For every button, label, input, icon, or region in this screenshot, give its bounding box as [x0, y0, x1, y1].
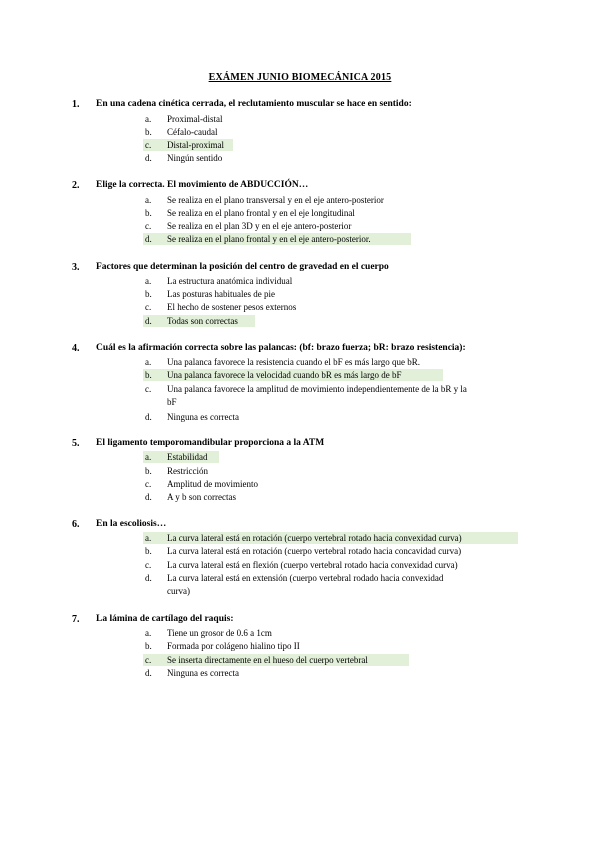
- option-letter: b.: [145, 641, 152, 651]
- question-number: 2.: [72, 180, 80, 191]
- question-number: 3.: [72, 262, 80, 273]
- option-text: Ningún sentido: [167, 153, 223, 163]
- option-1c-correct: [0, 140, 600, 153]
- question-number: 4.: [72, 343, 80, 354]
- option-text: Las posturas habituales de pie: [167, 289, 275, 299]
- option-letter: b.: [145, 370, 152, 380]
- option-letter: b.: [145, 546, 152, 556]
- option-letter: d.: [145, 412, 152, 422]
- question-number: 6.: [72, 519, 80, 530]
- question-number: 7.: [72, 614, 80, 625]
- option-text: Formada por colágeno hialino tipo II: [167, 641, 300, 651]
- option-letter: d.: [145, 153, 152, 163]
- option-letter: a.: [145, 533, 152, 543]
- option-5a-correct: [0, 452, 600, 465]
- option-text: Ninguna es correcta: [167, 668, 239, 678]
- option-2a: [0, 195, 600, 208]
- question-text: El ligamento temporomandibular proporciona a la ATM: [96, 438, 325, 448]
- option-text: Una palanca favorece la amplitud de movimiento independientemente de la bR y la: [167, 384, 467, 394]
- option-letter: c.: [145, 221, 152, 231]
- option-2d-correct: [0, 234, 600, 247]
- option-letter: b.: [145, 127, 152, 137]
- option-7b: [0, 641, 600, 654]
- option-6c: [0, 560, 600, 573]
- page-title: EXÁMEN JUNIO BIOMECÁNICA 2015: [208, 72, 392, 83]
- option-text: Una palanca favorece la resistencia cuando el bF es más largo que bR.: [167, 357, 420, 367]
- option-6b: [0, 546, 600, 559]
- option-text: Distal-proximal: [167, 140, 224, 150]
- option-text: Se realiza en el plano transversal y en el eje antero-posterior: [167, 195, 384, 205]
- option-letter: d.: [145, 316, 152, 326]
- option-5b: [0, 466, 600, 479]
- option-text: Se inserta directamente en el hueso del cuerpo vertebral: [167, 655, 368, 665]
- option-4d: [0, 412, 600, 425]
- option-text: Proximal-distal: [167, 114, 223, 124]
- option-letter: a.: [145, 276, 152, 286]
- option-letter: c.: [145, 479, 152, 489]
- option-text: Céfalo-caudal: [167, 127, 218, 137]
- option-2b: [0, 208, 600, 221]
- option-text: La curva lateral está en rotación (cuerpo vertebral rotado hacia convexidad curva): [167, 533, 462, 543]
- option-6d: [0, 573, 600, 599]
- option-letter: a.: [145, 195, 152, 205]
- option-letter: d.: [145, 573, 152, 583]
- option-letter: b.: [145, 289, 152, 299]
- question-text: Cuál es la afirmación correcta sobre las palancas: (bf: brazo fuerza; bR: brazo resistencia):: [96, 343, 466, 353]
- option-text: A y b son correctas: [167, 492, 236, 502]
- option-letter: d.: [145, 492, 152, 502]
- option-text: La curva lateral está en extensión (cuerpo vertebral rodado hacia convexidad: [167, 573, 444, 583]
- option-1d: [0, 153, 600, 166]
- option-text-continued: curva): [167, 586, 190, 596]
- option-3b: [0, 289, 600, 302]
- option-4c: [0, 384, 600, 410]
- option-letter: c.: [145, 655, 152, 665]
- question-text: La lámina de cartílago del raquis:: [96, 614, 234, 624]
- option-letter: a.: [145, 357, 152, 367]
- option-letter: c.: [145, 302, 152, 312]
- option-3a: [0, 276, 600, 289]
- option-letter: c.: [145, 384, 152, 394]
- question-number: 5.: [72, 438, 80, 449]
- option-text: Se realiza en el plano frontal y en el eje longitudinal: [167, 208, 355, 218]
- question-text: Elige la correcta. El movimiento de ABDUCCIÓN…: [96, 180, 309, 190]
- option-text: Se realiza en el plan 3D y en el eje antero-posterior: [167, 221, 352, 231]
- question-text: En una cadena cinética cerrada, el reclutamiento muscular se hace en sentido:: [96, 99, 412, 109]
- option-letter: d.: [145, 234, 152, 244]
- option-text: La curva lateral está en rotación (cuerpo vertebral rotado hacia concavidad curva): [167, 546, 462, 556]
- option-4b-correct: [0, 370, 600, 383]
- option-letter: a.: [145, 114, 152, 124]
- option-text: Amplitud de movimiento: [167, 479, 258, 489]
- option-letter: b.: [145, 466, 152, 476]
- question-text: En la escoliosis…: [96, 519, 167, 529]
- option-letter: a.: [145, 452, 152, 462]
- option-text: Se realiza en el plano frontal y en el eje antero-posterior.: [167, 234, 371, 244]
- option-letter: a.: [145, 628, 152, 638]
- option-text-continued: bF: [167, 397, 177, 407]
- option-text: La curva lateral está en flexión (cuerpo vertebral rotado hacia convexidad curva): [167, 560, 458, 570]
- option-1a: [0, 114, 600, 127]
- option-7d: [0, 668, 600, 681]
- option-text: Todas son correctas: [167, 316, 238, 326]
- option-letter: d.: [145, 668, 152, 678]
- option-text: Ninguna es correcta: [167, 412, 239, 422]
- option-letter: b.: [145, 208, 152, 218]
- option-text: Tiene un grosor de 0.6 a 1cm: [167, 628, 272, 638]
- option-text: El hecho de sostener pesos externos: [167, 302, 297, 312]
- option-3c: [0, 302, 600, 315]
- option-text: La estructura anatómica individual: [167, 276, 293, 286]
- option-6a-correct: [0, 533, 600, 546]
- option-text: Una palanca favorece la velocidad cuando bR es más largo de bF: [167, 370, 402, 380]
- option-text: Restricción: [167, 466, 208, 476]
- option-5d: [0, 492, 600, 505]
- option-letter: c.: [145, 560, 152, 570]
- option-5c: [0, 479, 600, 492]
- option-7a: [0, 628, 600, 641]
- question-number: 1.: [72, 99, 80, 110]
- option-3d-correct: [0, 316, 600, 329]
- option-letter: c.: [145, 140, 152, 150]
- option-text: Estabilidad: [167, 452, 208, 462]
- option-7c-correct: [0, 655, 600, 668]
- question-text: Factores que determinan la posición del centro de gravedad en el cuerpo: [96, 262, 389, 272]
- option-1b: [0, 127, 600, 140]
